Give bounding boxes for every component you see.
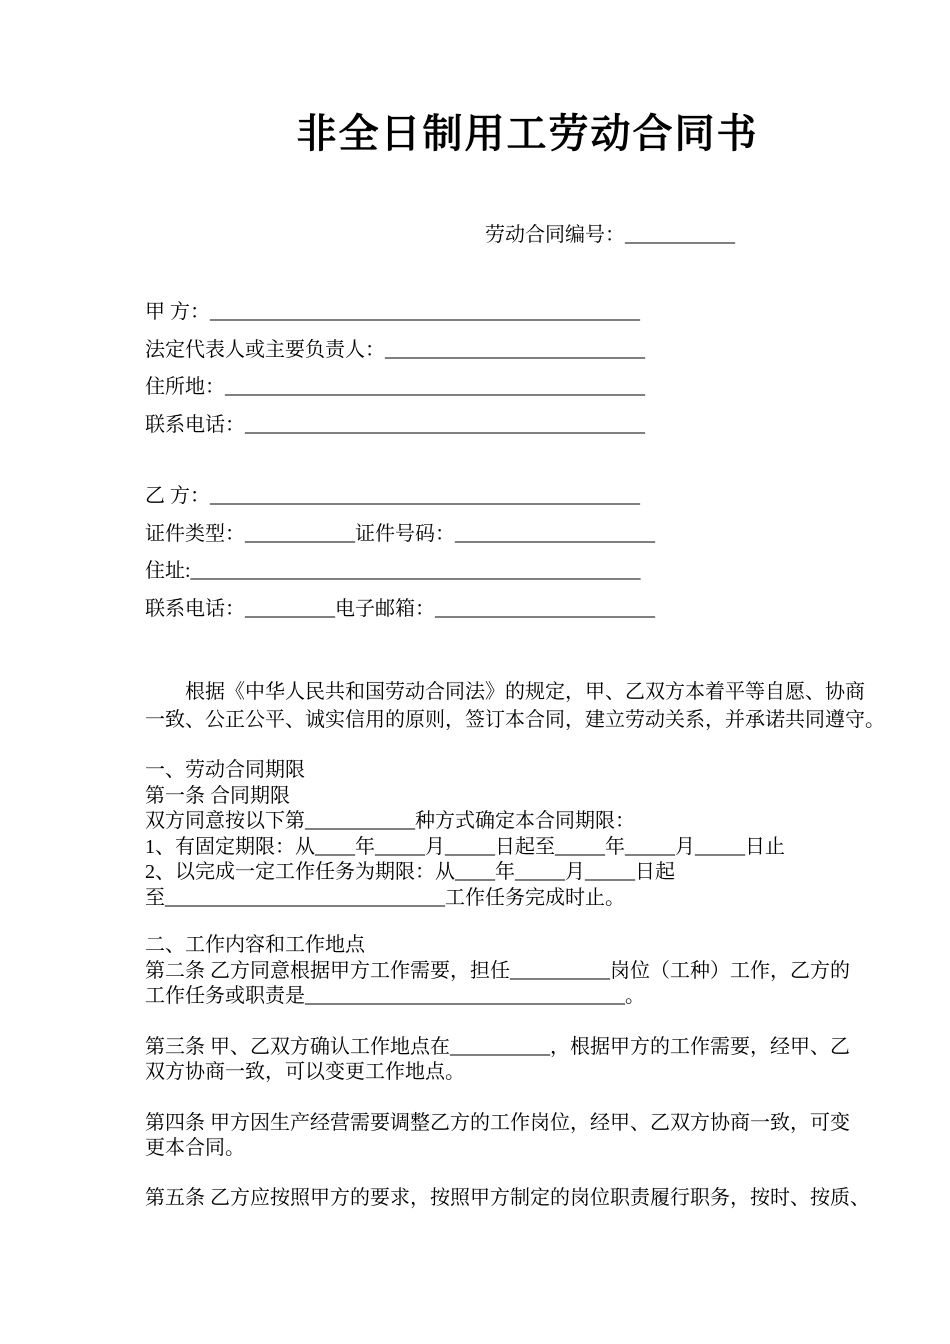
section-1-heading: 一、劳动合同期限 — [145, 759, 305, 781]
section-work-content — [145, 933, 910, 1010]
party-b-name-line: 乙 方：___________________________________________ — [145, 485, 640, 507]
clause-1-method-line: 双方同意按以下第___________种方式确定本合同期限： — [145, 810, 635, 832]
clause-3-line-1: 第三条 甲、乙双方确认工作地点在__________，根据甲方的工作需要，经甲、乙 — [145, 1035, 850, 1058]
section-contract-term — [145, 758, 910, 911]
intro-line-1: 根据《中华人民共和国劳动合同法》的规定，甲、乙双方本着平等自愿、协商 — [185, 681, 865, 703]
clause-5-paragraph — [145, 1186, 910, 1212]
clause-3-paragraph — [145, 1035, 910, 1086]
clause-5-line-1: 第五条 乙方应按照甲方的要求，按照甲方制定的岗位职责履行职务，按时、按质、 — [145, 1186, 870, 1209]
intro-line-2: 一致、公正公平、诚实信用的原则，签订本合同，建立劳动关系，并承诺共同遵守。 — [145, 709, 885, 731]
clause-4-paragraph — [145, 1111, 910, 1162]
clause-1-title-line: 第一条 合同期限 — [145, 784, 290, 807]
section-2-heading: 二、工作内容和工作地点 — [145, 934, 365, 956]
clause-1-option1-line: 1、有固定期限：从____年_____月_____日起至_____年_____月_____日止 — [145, 835, 785, 858]
page-title: 非全日制用工劳动合同书 — [296, 111, 759, 157]
party-b-block — [145, 478, 910, 628]
clause-4-line-1: 第四条 甲方因生产经营需要调整乙方的工作岗位，经甲、乙双方协商一致，可变 — [145, 1111, 850, 1134]
contract-number-line: 劳动合同编号：___________ — [485, 224, 735, 246]
party-a-address-line: 住所地：__________________________________________ — [145, 376, 645, 398]
party-b-address-line: 住址:_____________________________________________ — [145, 560, 641, 582]
party-b-contact-line: 联系电话：_________电子邮箱：______________________ — [145, 597, 655, 620]
party-a-representative-line: 法定代表人或主要负责人：__________________________ — [145, 338, 645, 361]
clause-1-option2-continuation-line: 至____________________________工作任务完成时止。 — [145, 886, 625, 909]
clause-1-option2-line: 2、以完成一定工作任务为期限：从____年_____月_____日起 — [145, 861, 675, 883]
party-b-id-line: 证件类型：___________证件号码：____________________ — [145, 522, 655, 545]
clause-3-line-2: 双方协商一致，可以变更工作地点。 — [145, 1061, 465, 1083]
intro-paragraph — [145, 678, 910, 734]
party-a-block — [145, 294, 910, 444]
clause-2-line-2: 工作任务或职责是________________________________。 — [145, 985, 645, 1007]
clause-4-line-2: 更本合同。 — [145, 1137, 245, 1159]
clause-2-line-1: 第二条 乙方同意根据甲方工作需要，担任__________岗位（工种）工作，乙方的 — [145, 959, 850, 982]
party-a-name-line: 甲 方：___________________________________________ — [145, 301, 640, 323]
party-a-phone-line: 联系电话：________________________________________ — [145, 413, 645, 436]
